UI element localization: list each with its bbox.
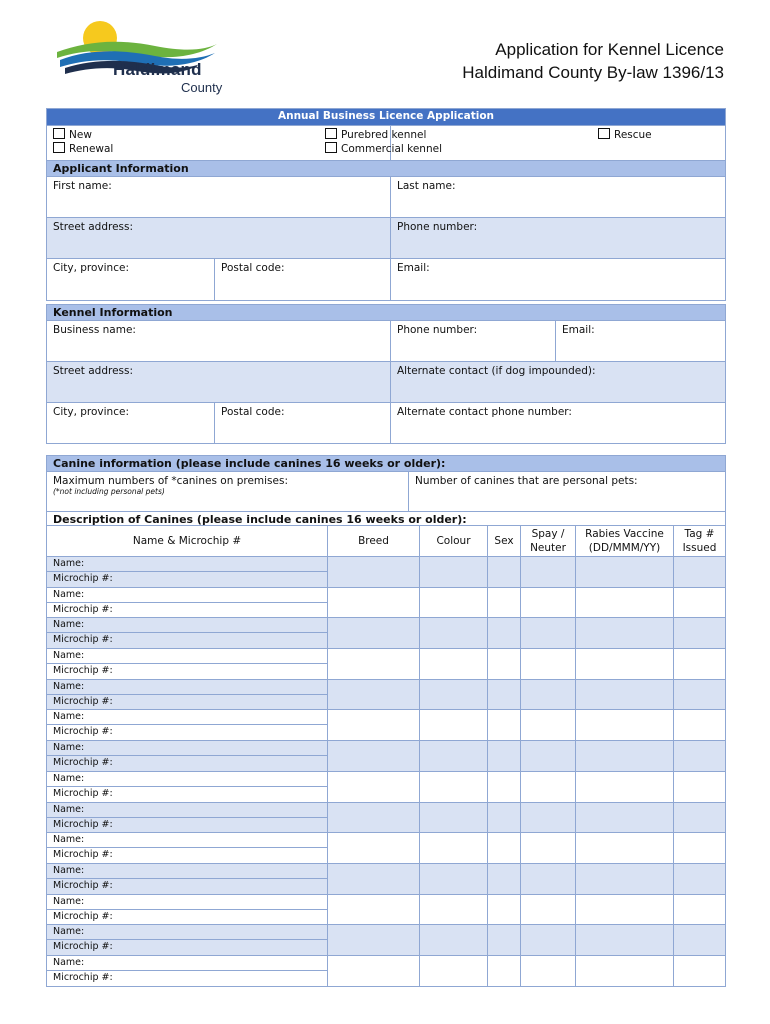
kennel-header: Kennel Information	[47, 305, 726, 321]
spay-neuter-cell[interactable]	[521, 557, 576, 588]
sex-cell[interactable]	[488, 679, 521, 710]
rabies-vaccine-cell[interactable]	[576, 802, 674, 833]
breed-cell[interactable]	[328, 894, 420, 925]
tag-issued-cell[interactable]	[674, 894, 726, 925]
rabies-vaccine-cell[interactable]	[576, 863, 674, 894]
rabies-vaccine-cell[interactable]	[576, 557, 674, 588]
spay-neuter-cell[interactable]	[521, 618, 576, 649]
microchip-label: Microchip #:	[53, 910, 113, 922]
spay-neuter-cell[interactable]	[521, 863, 576, 894]
name-label: Name:	[47, 649, 327, 664]
colour-cell[interactable]	[420, 863, 488, 894]
kennel-postal-field[interactable]: Postal code:	[215, 403, 391, 444]
microchip-label: Microchip #:	[53, 695, 113, 707]
option-commercial[interactable]: Commercial kennel	[325, 142, 442, 156]
microchip-label: Microchip #:	[53, 787, 113, 799]
licence-header: Annual Business Licence Application	[47, 109, 726, 126]
col-sex: Sex	[488, 526, 521, 557]
kennel-email-field[interactable]: Email:	[556, 321, 726, 362]
name-microchip-cell[interactable]	[47, 557, 328, 588]
spay-neuter-cell[interactable]	[521, 679, 576, 710]
breed-cell[interactable]	[328, 771, 420, 802]
breed-cell[interactable]	[328, 557, 420, 588]
canine-info-table	[46, 455, 726, 528]
microchip-label: Microchip #:	[53, 971, 113, 983]
logo-text-haldimand: Haldimand	[113, 60, 202, 79]
breed-cell[interactable]	[328, 710, 420, 741]
tag-issued-cell[interactable]	[674, 679, 726, 710]
alternate-phone-field[interactable]: Alternate contact phone number:	[391, 403, 726, 444]
tag-issued-cell[interactable]	[674, 587, 726, 618]
sex-cell[interactable]	[488, 925, 521, 956]
name-label: Name:	[47, 772, 327, 787]
microchip-label: Microchip #:	[53, 603, 113, 615]
name-label: Name:	[47, 833, 327, 848]
microchip-label: Microchip #:	[53, 665, 113, 677]
name-label: Name:	[47, 618, 327, 633]
canine-description-table	[46, 525, 726, 987]
col-spay-neuter: Spay / Neuter	[521, 526, 576, 557]
tag-issued-cell[interactable]	[674, 771, 726, 802]
sex-cell[interactable]	[488, 802, 521, 833]
microchip-label: Microchip #:	[53, 573, 113, 584]
canine-row	[47, 618, 726, 649]
colour-cell[interactable]	[420, 802, 488, 833]
personal-pets-note: (*not including personal pets)	[53, 487, 165, 496]
rabies-vaccine-cell[interactable]	[576, 771, 674, 802]
spay-neuter-cell[interactable]	[521, 710, 576, 741]
business-name-field[interactable]: Business name:	[47, 321, 391, 362]
rabies-vaccine-cell[interactable]	[576, 894, 674, 925]
sex-cell[interactable]	[488, 649, 521, 680]
spay-neuter-cell[interactable]	[521, 894, 576, 925]
new-checkbox[interactable]	[53, 128, 65, 139]
tag-issued-cell[interactable]	[674, 863, 726, 894]
breed-cell[interactable]	[328, 863, 420, 894]
canine-row	[47, 802, 726, 833]
kennel-phone-field[interactable]: Phone number:	[391, 321, 556, 362]
microchip-label: Microchip #:	[53, 757, 113, 769]
name-microchip-cell[interactable]	[47, 679, 328, 710]
tag-issued-cell[interactable]	[674, 649, 726, 680]
email-field[interactable]: Email:	[391, 259, 726, 301]
option-rescue[interactable]: Rescue	[598, 128, 652, 142]
spay-neuter-cell[interactable]	[521, 741, 576, 772]
tag-issued-cell[interactable]	[674, 833, 726, 864]
spay-neuter-cell[interactable]	[521, 925, 576, 956]
sex-cell[interactable]	[488, 587, 521, 618]
sex-cell[interactable]	[488, 863, 521, 894]
name-microchip-cell[interactable]	[47, 833, 328, 864]
breed-cell[interactable]	[328, 955, 420, 986]
colour-cell[interactable]	[420, 710, 488, 741]
sex-cell[interactable]	[488, 833, 521, 864]
sex-cell[interactable]	[488, 771, 521, 802]
col-colour: Colour	[420, 526, 488, 557]
phone-number-field[interactable]: Phone number:	[391, 218, 726, 259]
name-label: Name:	[47, 895, 327, 910]
rabies-vaccine-cell[interactable]	[576, 587, 674, 618]
breed-cell[interactable]	[328, 587, 420, 618]
canine-row	[47, 955, 726, 986]
sex-cell[interactable]	[488, 741, 521, 772]
col-tag-issued: Tag # Issued	[674, 526, 726, 557]
breed-cell[interactable]	[328, 649, 420, 680]
title-line-2: Haldimand County By-law 1396/13	[462, 63, 724, 82]
name-label: Name:	[47, 741, 327, 756]
rabies-vaccine-cell[interactable]	[576, 649, 674, 680]
alternate-contact-field[interactable]: Alternate contact (if dog impounded):	[391, 362, 726, 403]
canine-row	[47, 863, 726, 894]
spay-neuter-cell[interactable]	[521, 587, 576, 618]
name-microchip-cell[interactable]	[47, 618, 328, 649]
rabies-vaccine-cell[interactable]	[576, 679, 674, 710]
option-purebred[interactable]: Purebred kennel	[325, 128, 426, 142]
kennel-info-table	[46, 304, 726, 444]
canine-row	[47, 587, 726, 618]
tag-issued-cell[interactable]	[674, 802, 726, 833]
sex-cell[interactable]	[488, 894, 521, 925]
canine-row	[47, 710, 726, 741]
name-label: Name:	[47, 680, 327, 695]
microchip-label: Microchip #:	[53, 818, 113, 830]
option-renewal[interactable]: Renewal	[53, 142, 384, 156]
spay-neuter-cell[interactable]	[521, 802, 576, 833]
tag-issued-cell[interactable]	[674, 955, 726, 986]
canine-row	[47, 679, 726, 710]
colour-cell[interactable]	[420, 587, 488, 618]
breed-cell[interactable]	[328, 802, 420, 833]
name-microchip-cell[interactable]	[47, 649, 328, 680]
purebred-checkbox[interactable]	[325, 128, 337, 139]
sex-cell[interactable]	[488, 955, 521, 986]
colour-cell[interactable]	[420, 894, 488, 925]
col-name-microchip: Name & Microchip #	[47, 526, 328, 557]
breed-cell[interactable]	[328, 618, 420, 649]
licence-applicant-table	[46, 108, 726, 301]
name-label: Name:	[47, 956, 327, 971]
spay-neuter-cell[interactable]	[521, 833, 576, 864]
column-header-row	[47, 526, 726, 557]
sex-cell[interactable]	[488, 710, 521, 741]
city-province-field[interactable]: City, province:	[47, 259, 215, 301]
spay-neuter-cell[interactable]	[521, 771, 576, 802]
street-address-field[interactable]: Street address:	[47, 218, 391, 259]
colour-cell[interactable]	[420, 741, 488, 772]
postal-code-field[interactable]: Postal code:	[215, 259, 391, 301]
title-line-1: Application for Kennel Licence	[495, 40, 724, 59]
spay-neuter-cell[interactable]	[521, 649, 576, 680]
renewal-checkbox[interactable]	[53, 142, 65, 153]
tag-issued-cell[interactable]	[674, 925, 726, 956]
breed-cell[interactable]	[328, 741, 420, 772]
sex-cell[interactable]	[488, 557, 521, 588]
colour-cell[interactable]	[420, 771, 488, 802]
name-microchip-cell[interactable]	[47, 771, 328, 802]
licence-type-right	[341, 126, 726, 161]
microchip-label: Microchip #:	[53, 634, 113, 646]
form-title	[462, 38, 724, 84]
tag-issued-cell[interactable]	[674, 710, 726, 741]
colour-cell[interactable]	[420, 649, 488, 680]
haldimand-county-logo	[55, 20, 245, 98]
max-canines-field[interactable]: Maximum numbers of *canines on premises: (*not including personal pets)	[47, 472, 409, 512]
rabies-vaccine-cell[interactable]	[576, 741, 674, 772]
personal-pets-field[interactable]: Number of canines that are personal pets:	[409, 472, 726, 512]
name-label: Name:	[47, 557, 327, 572]
tag-issued-cell[interactable]	[674, 618, 726, 649]
microchip-label: Microchip #:	[53, 879, 113, 891]
name-microchip-cell[interactable]	[47, 710, 328, 741]
rabies-vaccine-cell[interactable]	[576, 955, 674, 986]
kennel-street-field[interactable]: Street address:	[47, 362, 391, 403]
canine-row	[47, 894, 726, 925]
name-microchip-cell[interactable]	[47, 955, 328, 986]
name-microchip-cell[interactable]	[47, 894, 328, 925]
description-header: Description of Canines (please include canines 16 weeks or older):	[47, 512, 726, 528]
microchip-label: Microchip #:	[53, 726, 113, 738]
option-new[interactable]: New	[53, 128, 384, 142]
name-label: Name:	[47, 710, 327, 725]
rabies-vaccine-cell[interactable]	[576, 710, 674, 741]
canine-row	[47, 649, 726, 680]
col-breed: Breed	[328, 526, 420, 557]
name-label: Name:	[47, 588, 327, 603]
rabies-vaccine-cell[interactable]	[576, 925, 674, 956]
colour-cell[interactable]	[420, 557, 488, 588]
spay-neuter-cell[interactable]	[521, 955, 576, 986]
sex-cell[interactable]	[488, 618, 521, 649]
tag-issued-cell[interactable]	[674, 741, 726, 772]
applicant-header: Applicant Information	[47, 161, 726, 177]
name-label: Name:	[47, 864, 327, 879]
colour-cell[interactable]	[420, 679, 488, 710]
colour-cell[interactable]	[420, 955, 488, 986]
rescue-checkbox[interactable]	[598, 128, 610, 139]
canine-header: Canine information (please include canines 16 weeks or older):	[47, 456, 726, 472]
microchip-label: Microchip #:	[53, 941, 113, 953]
name-microchip-cell[interactable]	[47, 925, 328, 956]
colour-cell[interactable]	[420, 618, 488, 649]
name-microchip-cell[interactable]	[47, 587, 328, 618]
canine-row	[47, 833, 726, 864]
canine-row	[47, 771, 726, 802]
commercial-checkbox[interactable]	[325, 142, 337, 153]
name-microchip-cell[interactable]	[47, 863, 328, 894]
name-label: Name:	[47, 803, 327, 818]
name-microchip-cell[interactable]	[47, 802, 328, 833]
canine-row	[47, 741, 726, 772]
canine-row	[47, 925, 726, 956]
name-label: Name:	[47, 925, 327, 940]
rabies-vaccine-cell[interactable]	[576, 833, 674, 864]
breed-cell[interactable]	[328, 833, 420, 864]
col-rabies-vaccine: Rabies Vaccine (DD/MMM/YY)	[576, 526, 674, 557]
logo-text-county: County	[181, 80, 223, 95]
microchip-label: Microchip #:	[53, 849, 113, 861]
first-name-field[interactable]: First name:	[47, 177, 391, 218]
colour-cell[interactable]	[420, 833, 488, 864]
name-microchip-cell[interactable]	[47, 741, 328, 772]
colour-cell[interactable]	[420, 925, 488, 956]
rabies-vaccine-cell[interactable]	[576, 618, 674, 649]
breed-cell[interactable]	[328, 679, 420, 710]
canine-row	[47, 557, 726, 588]
tag-issued-cell[interactable]	[674, 557, 726, 588]
breed-cell[interactable]	[328, 925, 420, 956]
last-name-field[interactable]: Last name:	[391, 177, 726, 218]
kennel-city-field[interactable]: City, province:	[47, 403, 215, 444]
